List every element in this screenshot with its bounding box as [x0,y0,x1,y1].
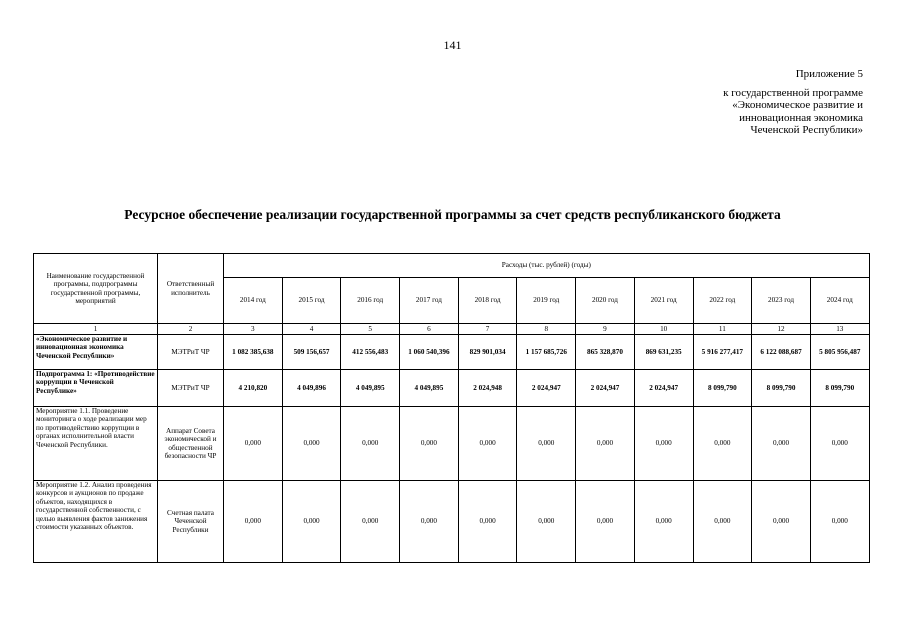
value-cell: 0,000 [400,407,459,481]
value-cell: 4 049,895 [341,370,400,407]
column-index: 10 [634,324,693,335]
table-row [34,407,870,481]
column-index: 1 [34,324,158,335]
appendix-line: инновационная экономика [739,111,863,124]
value-cell: 1 082 385,638 [224,335,283,370]
budget-table [33,253,870,563]
table-row [34,481,870,563]
activity-name: Мероприятие 1.1. Проведение мониторинга о ходе реализации мер по противодействию коррупции в органах исполнительной власти Чеченской Республики. [34,407,158,481]
value-cell: 865 328,870 [576,335,635,370]
value-cell: 0,000 [517,481,576,563]
column-index: 2 [158,324,224,335]
value-cell: 0,000 [282,407,341,481]
value-cell: 8 099,790 [752,370,811,407]
executor-cell: МЭТРиТ ЧР [158,335,224,370]
value-cell: 0,000 [576,481,635,563]
column-index: 12 [752,324,811,335]
value-cell: 5 916 277,417 [693,335,752,370]
value-cell: 0,000 [752,407,811,481]
executor-cell: МЭТРиТ ЧР [158,370,224,407]
column-index: 4 [282,324,341,335]
value-cell: 2 024,947 [634,370,693,407]
value-cell: 0,000 [400,481,459,563]
executor-cell: Счетная палата Чеченской Республики [158,481,224,563]
value-cell: 0,000 [810,481,869,563]
value-cell: 0,000 [224,481,283,563]
appendix-line: Чеченской Республики» [750,124,863,136]
header-year: 2021 год [634,278,693,324]
header-year: 2023 год [752,278,811,324]
subprogram-name: Подпрограмма 1: «Противодействие коррупции в Чеченской Республике» [34,370,158,407]
page-number: 141 [443,38,462,52]
column-index: 5 [341,324,400,335]
value-cell: 0,000 [693,481,752,563]
table-row [34,370,870,407]
column-index: 7 [458,324,517,335]
value-cell: 0,000 [634,407,693,481]
header-year: 2017 год [400,278,459,324]
value-cell: 4 210,820 [224,370,283,407]
header-year: 2020 год [576,278,635,324]
value-cell: 0,000 [752,481,811,563]
executor-cell: Аппарат Совета экономической и общественной безопасности ЧР [158,407,224,481]
column-index: 9 [576,324,635,335]
value-cell: 6 122 088,687 [752,335,811,370]
value-cell: 1 157 685,726 [517,335,576,370]
header-expenses: Расходы (тыс. рублей) (годы) [224,254,870,278]
value-cell: 4 049,896 [282,370,341,407]
document-title: Ресурсное обеспечение реализации государственной программы за счет средств республиканского бюджета [124,207,781,222]
value-cell: 0,000 [341,407,400,481]
activity-name: Мероприятие 1.2. Анализ проведения конкурсов и аукционов по продаже объектов, находящихся в государственной собственности, с целью выявления фактов занижения стоимости указанных объектов. [34,481,158,563]
header-name: Наименование государственной программы, подпрограммы государственной программы, мероприятий [34,254,158,324]
value-cell: 5 805 956,487 [810,335,869,370]
column-index: 13 [810,324,869,335]
value-cell: 509 156,657 [282,335,341,370]
value-cell: 869 631,235 [634,335,693,370]
appendix-title: Приложение 5 [795,68,863,80]
header-year: 2015 год [282,278,341,324]
appendix-line: «Экономическое развитие и [732,99,863,111]
column-index: 6 [400,324,459,335]
column-index: 3 [224,324,283,335]
column-index: 8 [517,324,576,335]
column-index: 11 [693,324,752,335]
value-cell: 8 099,790 [810,370,869,407]
header-year: 2024 год [810,278,869,324]
header-year: 2019 год [517,278,576,324]
header-year: 2014 год [224,278,283,324]
header-year: 2016 год [341,278,400,324]
value-cell: 0,000 [634,481,693,563]
value-cell: 2 024,947 [576,370,635,407]
value-cell: 829 901,034 [458,335,517,370]
value-cell: 8 099,790 [693,370,752,407]
value-cell: 2 024,947 [517,370,576,407]
value-cell: 0,000 [576,407,635,481]
value-cell: 0,000 [458,481,517,563]
value-cell: 4 049,895 [400,370,459,407]
value-cell: 0,000 [810,407,869,481]
value-cell: 1 060 540,396 [400,335,459,370]
value-cell: 0,000 [458,407,517,481]
value-cell: 412 556,483 [341,335,400,370]
header-year: 2022 год [693,278,752,324]
value-cell: 0,000 [517,407,576,481]
appendix-line: к государственной программе [723,86,863,99]
value-cell: 0,000 [224,407,283,481]
header-executor: Ответственный исполнитель [158,254,224,324]
value-cell: 0,000 [282,481,341,563]
value-cell: 0,000 [341,481,400,563]
program-name: «Экономическое развитие и инновационная экономика Чеченской Республики» [34,335,158,370]
appendix-block [723,68,863,137]
value-cell: 0,000 [693,407,752,481]
value-cell: 2 024,948 [458,370,517,407]
header-year: 2018 год [458,278,517,324]
table-row [34,335,870,370]
